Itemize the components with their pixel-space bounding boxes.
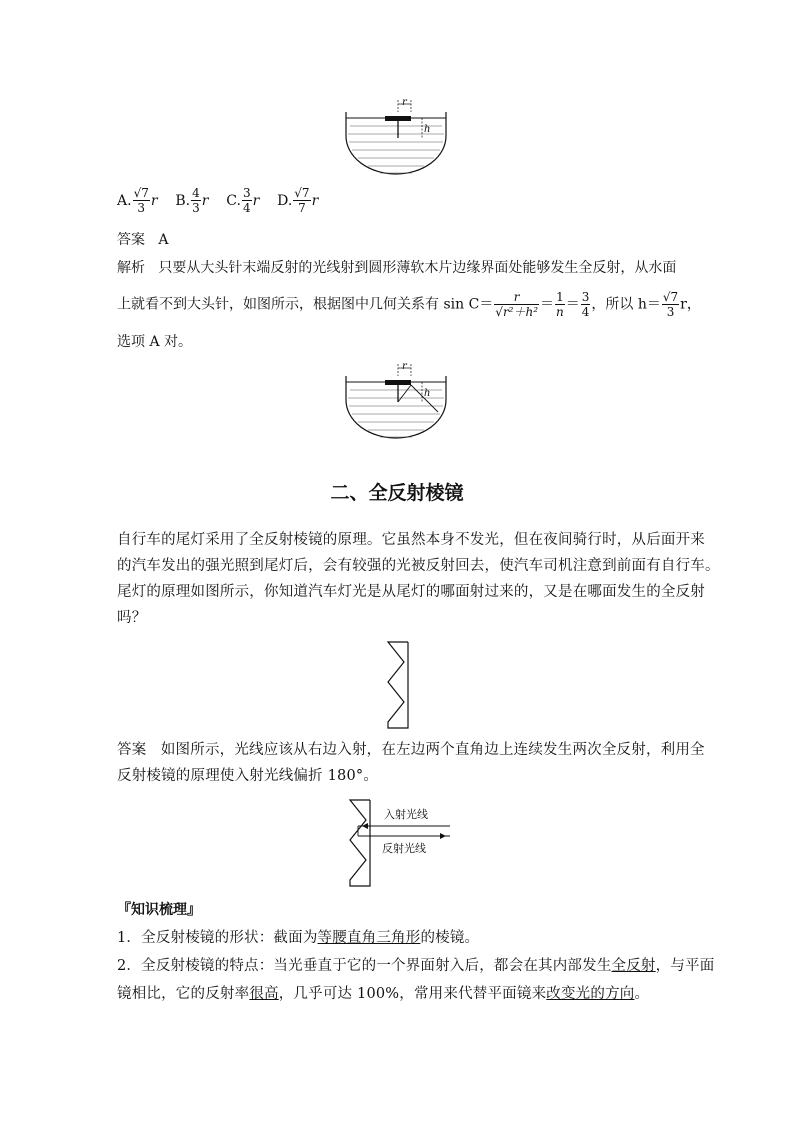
knowledge-item-2-line-2: 镜相比，它的反射率很高，几乎可达 100%，常用来代替平面镜来改变光的方向。	[117, 986, 650, 1002]
intro-line-4: 吗？	[117, 610, 147, 626]
fraction-three-fourths: $\frac{3}{4}$	[581, 290, 590, 319]
option-c: C. $\frac{3}{4}$ r	[226, 186, 260, 215]
options-line	[117, 186, 318, 215]
option-b: B. $\frac{4}{3}$ r	[175, 186, 209, 215]
intro-line-1: 自行车的尾灯采用了全反射棱镜的原理。它虽然本身不发光，但在夜间骑行时，从后面开来	[117, 532, 705, 548]
label-h: h	[424, 388, 431, 399]
fraction-sqrt7-over-3: $\frac{√7}{3}$	[662, 290, 679, 319]
figure-basin-2	[340, 360, 452, 442]
intro-line-3: 尾灯的原理如图所示，你知道汽车灯光是从尾灯的哪面射过来的，又是在哪面发生的全反射	[117, 584, 705, 600]
fraction-sin-c: $\frac{r}{\text{√r²＋h²}}$	[495, 290, 539, 319]
intro-line-2: 的汽车发出的强光照到尾灯后，会有较强的光被反射回去，使汽车司机注意到前面有自行车。	[117, 558, 720, 574]
answer-label: 答案	[117, 742, 147, 758]
knowledge-item-2-line-1: 2．全反射棱镜的特点：当光垂直于它的一个界面射入后，都会在其内部发生全反射，与平面	[117, 958, 715, 974]
answer-1	[117, 230, 168, 250]
option-d: D. $\frac{√7}{7}$ r	[277, 186, 319, 215]
knowledge-item-1: 1．全反射棱镜的形状：截面为等腰直角三角形的棱镜。	[117, 930, 480, 946]
answer-label: 答案	[117, 232, 145, 248]
figure-basin-1	[340, 96, 452, 178]
analysis-label: 解析	[117, 260, 145, 276]
answer-value: A	[158, 232, 169, 248]
analysis-line-3: 选项 A 对。	[117, 334, 193, 350]
figure-taillight-rays	[340, 796, 460, 890]
knowledge-title: 『知识梳理』	[117, 902, 201, 918]
analysis-line-2: 上就看不到大头针，如图所示，根据图中几何关系有 sin C＝ $\frac{r}{\text{√r²＋h²}}$ ＝ $\frac{1}{n}$ ＝ $\frac{3}{4}$ ，所以 h＝ $\frac{√7}{3}$ r，	[117, 290, 701, 319]
incident-ray-label: 入射光线	[384, 808, 428, 821]
section-heading: 二、全反射棱镜	[330, 482, 464, 504]
label-r: r	[402, 361, 407, 372]
label-h: h	[424, 124, 431, 135]
answer-2-line-1: 答案 如图所示，光线应该从右边入射，在左边两个直角边上连续发生两次全反射，利用全	[117, 742, 705, 758]
reflected-ray-label: 反射光线	[382, 842, 426, 855]
fraction-one-over-n: $\frac{1}{n}$	[556, 290, 564, 319]
answer-2-line-2: 反射棱镜的原理使入射光线偏折 180°。	[117, 768, 379, 784]
label-r: r	[402, 97, 407, 108]
option-a: A. $\frac{√7}{3}$ r	[117, 186, 158, 215]
figure-taillight	[378, 640, 418, 730]
analysis-line-1: 解析 只要从大头针末端反射的光线射到圆形薄软木片边缘界面处能够发生全反射，从水面	[117, 260, 677, 276]
